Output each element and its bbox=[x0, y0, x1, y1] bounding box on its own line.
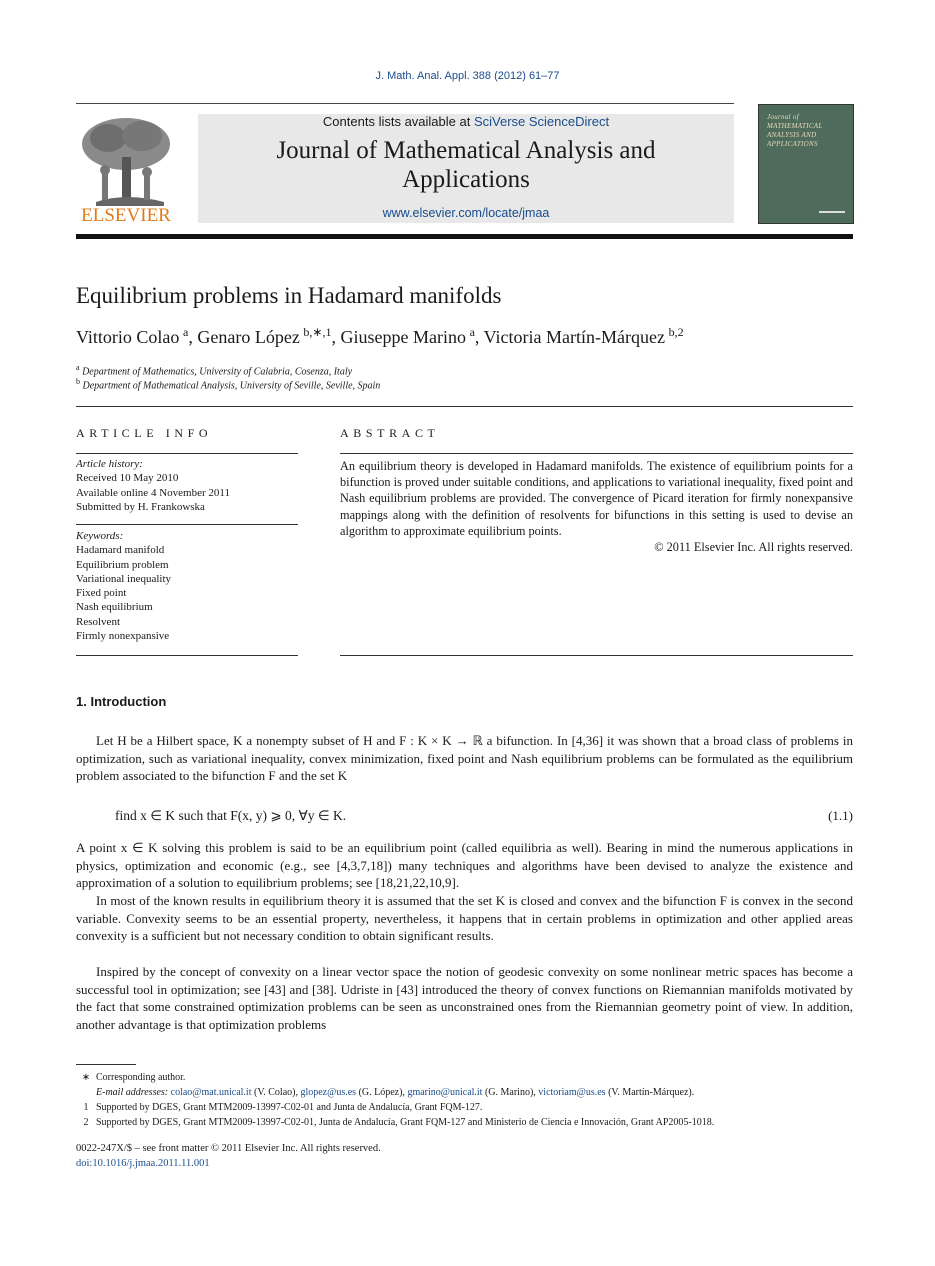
article-history bbox=[76, 457, 298, 514]
journal-url-link[interactable]: www.elsevier.com/locate/jmaa bbox=[382, 206, 550, 220]
footnote-text: Corresponding author. bbox=[96, 1072, 186, 1083]
contents-prefix: Contents lists available at bbox=[322, 114, 474, 129]
article-info-rule bbox=[76, 453, 298, 454]
author-affil-mark[interactable]: a bbox=[183, 325, 189, 339]
email-link[interactable]: gmarino@unical.it bbox=[407, 1087, 483, 1098]
affiliation-text: Department of Mathematics, University of Calabria, Cosenza, Italy bbox=[82, 366, 353, 378]
paragraph-3: In most of the known results in equilibrium theory it is assumed that the set K is closed and convex and the bifunction F is convex in the second variable. Convexity seems to be an essential property, nevertheless, it happens that in certain problems in optimization and other applied areas convexity is a sufficient but not necessary condition to obtain significant results. bbox=[76, 893, 853, 944]
keyword: Nash equilibrium bbox=[76, 601, 153, 614]
author-name[interactable]: Genaro López bbox=[197, 327, 300, 347]
affiliation-a bbox=[76, 363, 352, 377]
affiliation-mark: b bbox=[76, 377, 80, 386]
header-top-rule bbox=[76, 103, 734, 104]
history-label: Article history: bbox=[76, 458, 143, 470]
sciencedirect-link[interactable]: SciVerse ScienceDirect bbox=[473, 114, 610, 129]
abstract bbox=[340, 458, 853, 555]
keyword: Fixed point bbox=[76, 587, 127, 600]
author-name[interactable]: Giuseppe Marino bbox=[340, 327, 466, 347]
affiliation-mark: a bbox=[76, 363, 80, 372]
equation-number: (1.1) bbox=[828, 808, 853, 823]
author-affil-mark[interactable]: b,2 bbox=[668, 325, 684, 339]
abstract-heading: ABSTRACT bbox=[340, 426, 440, 440]
journal-title-line2: Applications bbox=[402, 166, 530, 193]
abstract-rule bbox=[340, 453, 853, 454]
footnote-1 bbox=[76, 1101, 853, 1114]
email-owner: (G. Marino), bbox=[482, 1087, 539, 1098]
article-info-heading: ARTICLE INFO bbox=[76, 426, 213, 440]
keyword: Resolvent bbox=[76, 615, 120, 628]
journal-banner bbox=[198, 114, 734, 223]
email-owner: (V. Martín-Márquez). bbox=[605, 1087, 695, 1098]
cover-bar bbox=[819, 211, 845, 213]
journal-cover-image bbox=[758, 104, 854, 224]
email-owner: (V. Colao), bbox=[251, 1087, 301, 1098]
author-affil-mark[interactable]: a bbox=[469, 325, 475, 339]
keyword: Hadamard manifold bbox=[76, 544, 165, 557]
affiliation-text: Department of Mathematical Analysis, University of Seville, Seville, Spain bbox=[82, 380, 381, 392]
author-name[interactable]: Vittorio Colao bbox=[76, 327, 180, 347]
article-info-bottom-rule bbox=[76, 655, 298, 656]
section-heading-introduction: 1. Introduction bbox=[76, 694, 167, 709]
footnote-mark: 1 bbox=[83, 1102, 89, 1113]
email-owner: (G. López), bbox=[356, 1087, 408, 1098]
journal-title bbox=[198, 136, 734, 194]
footnote-rule bbox=[76, 1064, 136, 1065]
cover-title: Journal of MATHEMATICAL ANALYSIS AND APPLICATIONS bbox=[767, 113, 823, 148]
keywords-rule bbox=[76, 524, 298, 525]
footnote-2 bbox=[76, 1116, 853, 1129]
paragraph-4: Inspired by the concept of convexity on a linear vector space the notion of geodesic convexity on some nonlinear metric spaces has become a successful tool in optimization; see [43] and [38]. Udriste in [43] introduced the theory of convex functions on Riemannian manifolds motivated by the fact that some constrained optimization problems can be seen as unconstrained ones from the Riemannian geometry point of view. In addition, another advantage is that optimization problems bbox=[76, 964, 853, 1032]
doi-link[interactable]: doi:10.1016/j.jmaa.2011.11.001 bbox=[76, 1158, 210, 1169]
keyword: Variational inequality bbox=[76, 572, 171, 585]
header-thick-rule bbox=[76, 234, 853, 239]
contents-line bbox=[198, 114, 734, 129]
footnote-corresponding bbox=[76, 1071, 853, 1084]
keyword: Firmly nonexpansive bbox=[76, 630, 170, 643]
affiliation-b bbox=[76, 377, 380, 391]
email-link[interactable]: victoriam@us.es bbox=[538, 1087, 606, 1098]
author-list: Vittorio Colao $^a$, Genaro López $^{b,∗,1}$, Giuseppe Marino $^a$, Victoria Martín-Márquez $^{b,2}$ bbox=[76, 325, 684, 347]
history-item: Received 10 May 2010 bbox=[76, 472, 179, 485]
email-link[interactable]: colao@mat.unical.it bbox=[170, 1087, 252, 1098]
footnote-mark: ∗ bbox=[81, 1072, 91, 1083]
abstract-text: An equilibrium theory is developed in Hadamard manifolds. The existence of equilibrium points for a bifunction is proved under suitable conditions, and applications to variational inequality, fixed point and Nash equilibrium problems are provided. The convergence of Picard iteration for firmly nonexpansive mappings along with the definition of resolvents for bifunctions in this setting is used to devise an algorithm to approximate equilibrium points. bbox=[340, 459, 853, 538]
journal-title-line1: Journal of Mathematical Analysis and bbox=[276, 137, 656, 164]
author-name[interactable]: Victoria Martín-Márquez bbox=[483, 327, 665, 347]
equation-1-1: find x ∈ K such that F(x, y) ⩾ 0, ∀y ∈ K. bbox=[115, 808, 347, 823]
history-item: Submitted by H. Frankowska bbox=[76, 500, 205, 513]
abstract-copyright: © 2011 Elsevier Inc. All rights reserved. bbox=[654, 540, 853, 555]
keywords-list bbox=[76, 529, 298, 643]
affiliation-rule bbox=[76, 406, 853, 407]
article-title: Equilibrium problems in Hadamard manifolds bbox=[76, 283, 502, 308]
issn-line: 0022-247X/$ – see front matter © 2011 Elsevier Inc. All rights reserved. bbox=[76, 1143, 381, 1154]
keywords-label: Keywords: bbox=[76, 530, 124, 542]
journal-citation[interactable]: J. Math. Anal. Appl. 388 (2012) 61–77 bbox=[375, 70, 560, 82]
footnote-text: Supported by DGES, Grant MTM2009-13997-C02-01 and Junta de Andalucía, Grant FQM-127. bbox=[96, 1102, 483, 1113]
elsevier-tree-logo bbox=[76, 112, 176, 224]
elsevier-wordmark: ELSEVIER bbox=[81, 205, 171, 224]
paragraph-1: Let H be a Hilbert space, K a nonempty subset of H and F : K × K → ℝ a bifunction. In [4,36] it was shown that a broad class of problems in optimization, such as variational inequality, convex minimization, fixed point and Nash equilibrium problems can be formulated as the equilibrium problem associated to the bifunction F and the set K bbox=[76, 733, 853, 784]
history-item: Available online 4 November 2011 bbox=[76, 486, 230, 499]
footnote-mark: 2 bbox=[83, 1117, 89, 1128]
footnote-emails bbox=[76, 1086, 853, 1099]
keyword: Equilibrium problem bbox=[76, 558, 169, 571]
footnote-text: Supported by DGES, Grant MTM2009-13997-C02-01, Junta de Andalucía, Grant FQM-127 and Ministerio de Ciencia e Innovación, Grant AP2005-1018. bbox=[96, 1117, 715, 1128]
email-link[interactable]: glopez@us.es bbox=[300, 1087, 357, 1098]
author-affil-mark[interactable]: b,∗,1 bbox=[303, 325, 332, 339]
email-label: E-mail addresses: bbox=[96, 1087, 169, 1098]
abstract-bottom-rule bbox=[340, 655, 853, 656]
paragraph-2: A point x ∈ K solving this problem is said to be an equilibrium point (called equilibria as well). Bearing in mind the numerous applications in physics, optimization and economic (e.g., see [4,3,7,18]) many techniques and algorithms have been devised to analyze the existence and approximation of a solution to equilibrium problems; see [18,21,22,10,9]. bbox=[76, 840, 853, 891]
